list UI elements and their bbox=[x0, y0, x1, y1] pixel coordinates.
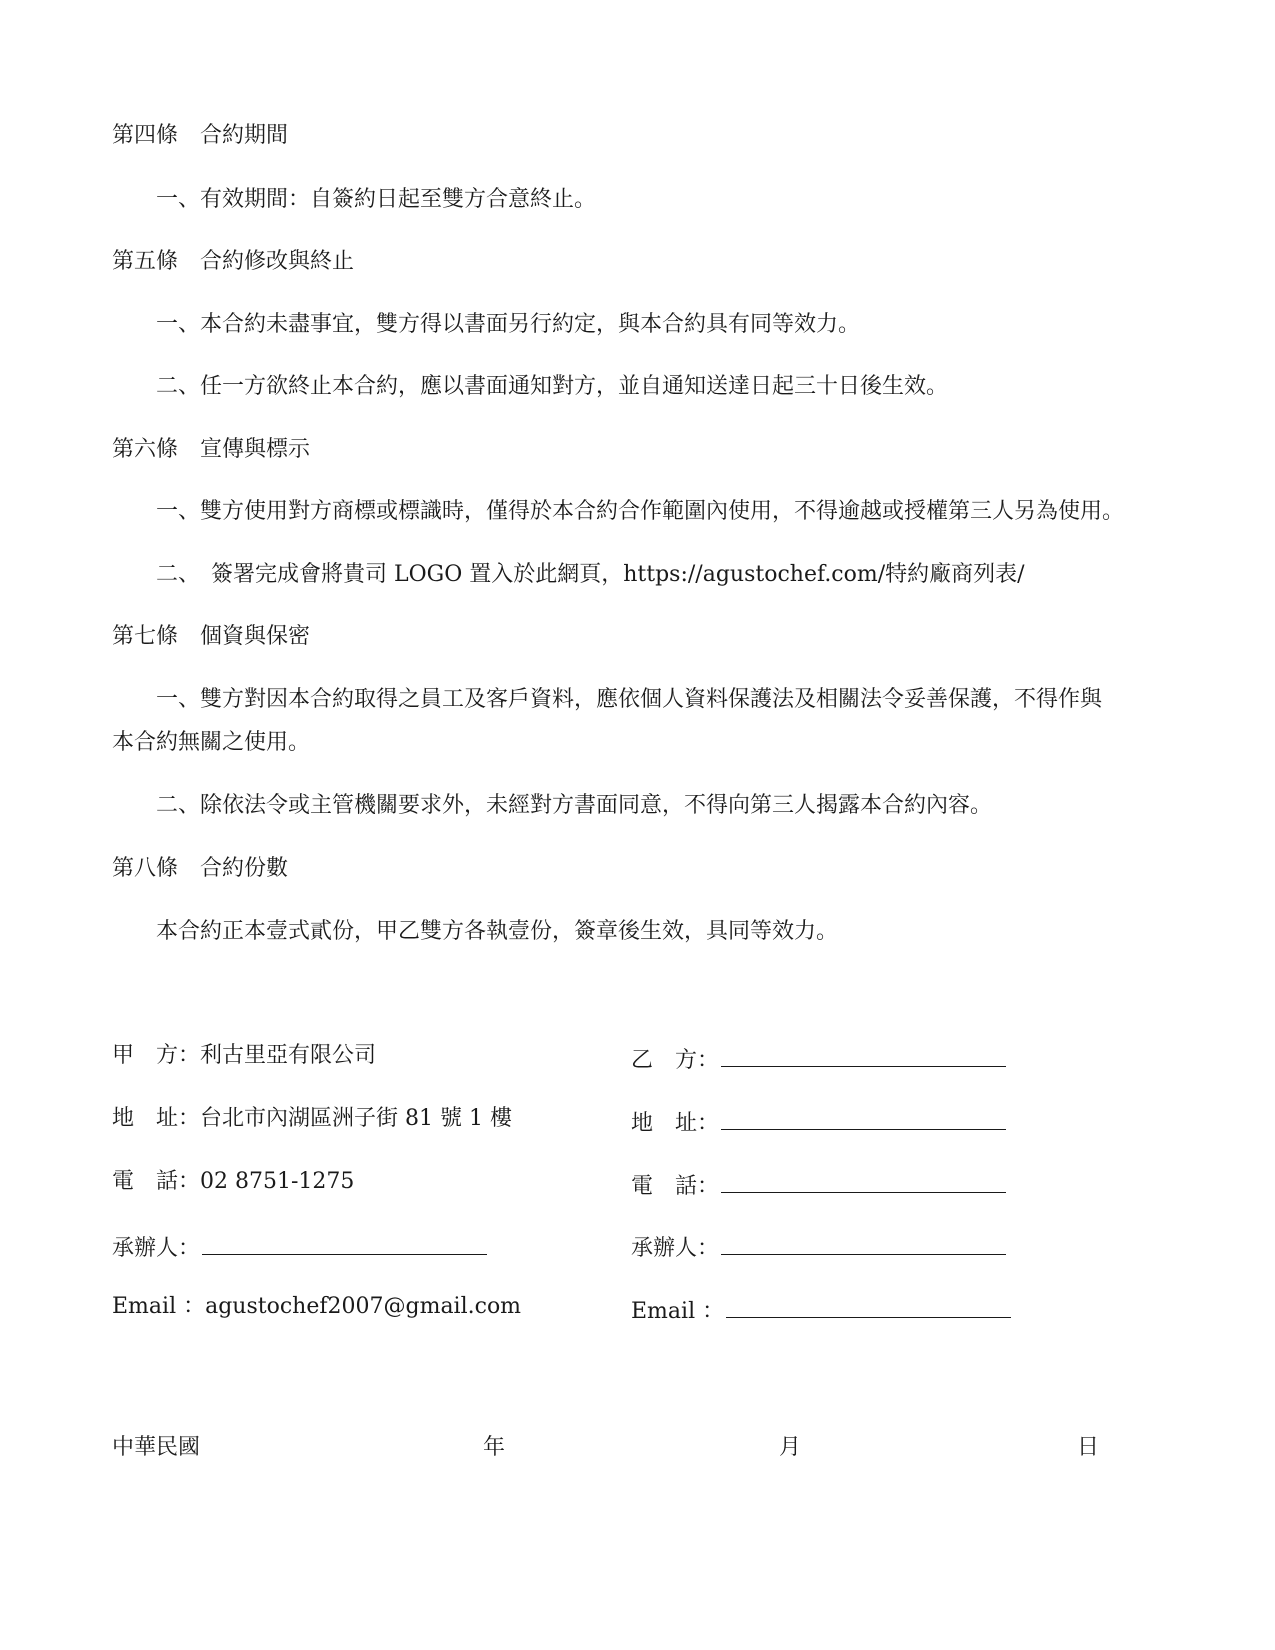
article-title: 合約份數 bbox=[200, 856, 289, 881]
party-a-phone-label: 電 話： bbox=[112, 1169, 201, 1194]
party-a-phone-row bbox=[112, 1168, 354, 1196]
party-b-address-blank[interactable] bbox=[721, 1105, 1006, 1130]
date-era: 中華民國 bbox=[112, 1435, 201, 1460]
party-a-email-label: Email ： bbox=[112, 1294, 206, 1319]
article-number: 第四條 bbox=[112, 123, 179, 148]
party-b-email-row bbox=[631, 1293, 1011, 1326]
article-4-heading bbox=[112, 122, 288, 150]
party-a-address-row bbox=[112, 1105, 512, 1133]
party-a-phone-value: 02 8751-1275 bbox=[200, 1169, 355, 1194]
article-title: 合約期間 bbox=[200, 123, 289, 148]
article-8-heading bbox=[112, 855, 288, 883]
article-7-item-2: 二、除依法令或主管機關要求外，未經對方書面同意，不得向第三人揭露本合約內容。 bbox=[156, 793, 993, 818]
article-number: 第五條 bbox=[112, 249, 179, 274]
article-7-item-1-line-2: 本合約無關之使用。 bbox=[112, 730, 311, 755]
party-a-email-row bbox=[112, 1293, 521, 1321]
party-b-email-label: Email ： bbox=[631, 1299, 725, 1324]
article-7-item-1-line-1: 一、雙方對因本合約取得之員工及客戶資料，應依個人資料保護法及相關法令妥善保護，不得作與 bbox=[156, 687, 1103, 712]
article-7-heading bbox=[112, 623, 310, 651]
article-5-item-2: 二、任一方欲終止本合約，應以書面通知對方，並自通知送達日起三十日後生效。 bbox=[156, 374, 949, 399]
party-a-email-value: agustochef2007@gmail.com bbox=[205, 1294, 522, 1319]
party-b-email-blank[interactable] bbox=[726, 1293, 1011, 1318]
party-a-label: 甲 方： bbox=[112, 1043, 201, 1068]
article-8-body: 本合約正本壹式貳份，甲乙雙方各執壹份，簽章後生效，具同等效力。 bbox=[156, 919, 839, 944]
article-title: 宣傳與標示 bbox=[200, 437, 311, 462]
article-6-heading bbox=[112, 436, 310, 464]
party-b-address-label: 地 址： bbox=[631, 1111, 720, 1136]
article-6-item-2: 二、 簽署完成會將貴司 LOGO 置入於此網頁，https://agustochef.com/特約廠商列表/ bbox=[156, 562, 1025, 587]
date-year: 年 bbox=[483, 1435, 506, 1460]
article-number: 第六條 bbox=[112, 437, 179, 462]
date-day: 日 bbox=[1077, 1435, 1100, 1460]
article-number: 第八條 bbox=[112, 856, 179, 881]
party-a-contact-blank[interactable] bbox=[202, 1230, 487, 1255]
party-b-address-row bbox=[631, 1105, 1006, 1138]
party-b-phone-row bbox=[631, 1168, 1006, 1201]
party-a-address-value: 台北市內湖區洲子街 81 號 1 樓 bbox=[200, 1106, 512, 1131]
party-b-name-row bbox=[631, 1042, 1006, 1075]
date-month: 月 bbox=[779, 1435, 802, 1460]
article-6-item-1: 一、雙方使用對方商標或標識時，僅得於本合約合作範圍內使用，不得逾越或授權第三人另為使用。 bbox=[156, 499, 1125, 524]
party-a-contact-label: 承辦人： bbox=[112, 1236, 201, 1261]
party-a-address-label: 地 址： bbox=[112, 1106, 201, 1131]
party-b-phone-label: 電 話： bbox=[631, 1174, 720, 1199]
article-5-item-1: 一、本合約未盡事宜，雙方得以書面另行約定，與本合約具有同等效力。 bbox=[156, 312, 861, 337]
article-5-heading bbox=[112, 248, 354, 276]
party-b-label: 乙 方： bbox=[631, 1048, 720, 1073]
article-number: 第七條 bbox=[112, 624, 179, 649]
article-title: 個資與保密 bbox=[200, 624, 311, 649]
party-a-name-row bbox=[112, 1042, 376, 1070]
party-a-contact-row bbox=[112, 1230, 487, 1263]
party-a-value: 利古里亞有限公司 bbox=[200, 1043, 377, 1068]
party-b-contact-blank[interactable] bbox=[721, 1230, 1006, 1255]
article-4-item-1: 一、有效期間：自簽約日起至雙方合意終止。 bbox=[156, 187, 597, 212]
party-b-phone-blank[interactable] bbox=[721, 1168, 1006, 1193]
party-b-contact-label: 承辦人： bbox=[631, 1236, 720, 1261]
article-title: 合約修改與終止 bbox=[200, 249, 355, 274]
party-b-name-blank[interactable] bbox=[721, 1042, 1006, 1067]
party-b-contact-row bbox=[631, 1230, 1006, 1263]
